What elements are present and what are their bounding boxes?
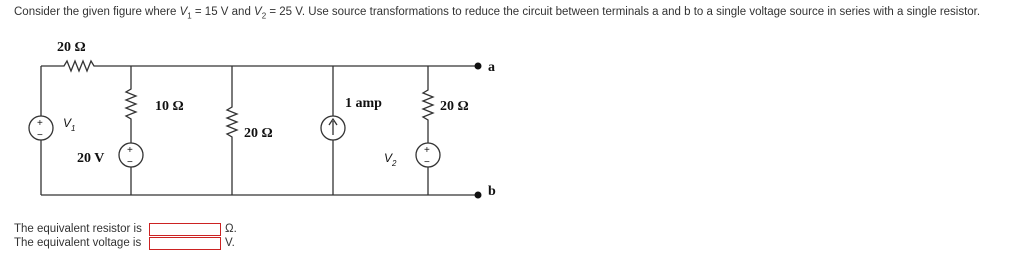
v1-subscript: 1	[187, 11, 192, 21]
v2-plus-sign: +	[424, 145, 430, 156]
v2-subscript: 2	[261, 11, 267, 21]
v1-plus-sign: +	[37, 118, 43, 129]
resistor-answer-input[interactable]	[149, 223, 221, 236]
question-part1: Consider the given figure where	[14, 6, 180, 18]
question-part3: = 25 V. Use source transformations to reduce the circuit between terminals a and b to a single voltage source in series with a single resistor.	[266, 6, 981, 18]
v1-symbol: V	[179, 6, 188, 18]
branch-mid-20ohm-wire	[227, 66, 237, 195]
voltage-answer-row	[14, 236, 237, 250]
resistor-answer-label: The equivalent resistor is	[14, 222, 142, 235]
v1-minus-sign: −	[37, 130, 43, 141]
answer-area	[14, 222, 237, 250]
resistor-answer-row	[14, 222, 237, 236]
voltage-answer-input[interactable]	[149, 237, 221, 250]
v20-minus-sign: −	[127, 157, 133, 168]
branch-10ohm-wire	[126, 66, 136, 195]
terminal-a-label: a	[488, 60, 495, 75]
up-arrow-icon	[329, 119, 337, 135]
r-right-label: 20 Ω	[440, 99, 469, 114]
v1-label: $V_1$	[63, 116, 76, 133]
r-top-label: 20 Ω	[57, 40, 86, 55]
v20-label: 20 V	[77, 151, 105, 166]
resistor-unit: Ω.	[225, 222, 237, 235]
voltage-answer-label: The equivalent voltage is	[14, 236, 142, 249]
branch-right-wire	[423, 66, 433, 195]
v20-plus-sign: +	[127, 145, 133, 156]
terminal-b-dot	[475, 192, 482, 199]
terminal-a-dot	[475, 63, 482, 70]
current-source-label: 1 amp	[345, 96, 382, 111]
v2-minus-sign: −	[424, 157, 430, 168]
v2-symbol: V	[254, 6, 262, 18]
question-part2: = 15 V and	[191, 6, 255, 18]
top-wire	[41, 61, 478, 71]
terminal-b-label: b	[488, 184, 496, 199]
r-10-label: 10 Ω	[155, 99, 184, 114]
r-mid-label: 20 Ω	[244, 126, 273, 141]
v2-label: $V_2$	[384, 151, 397, 168]
voltage-unit: V.	[225, 236, 235, 249]
